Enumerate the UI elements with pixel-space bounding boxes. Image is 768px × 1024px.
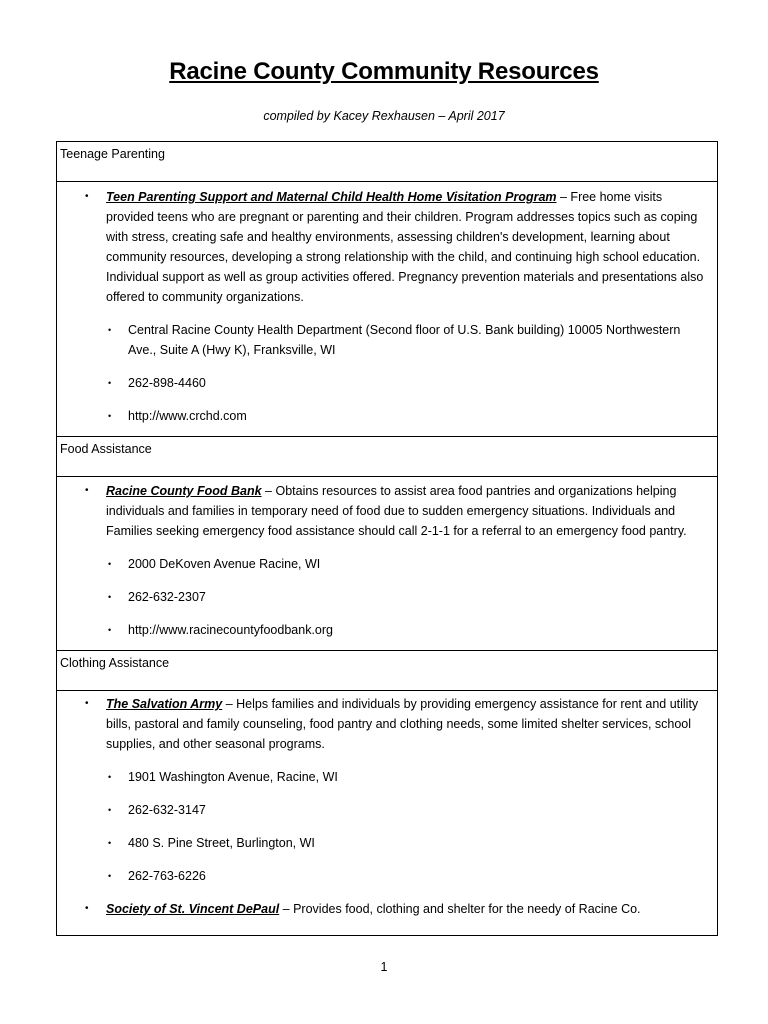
bullet-icon: •: [108, 378, 112, 388]
program-name: The Salvation Army: [106, 697, 223, 711]
detail-address: [106, 554, 711, 574]
bullet-icon: •: [108, 411, 112, 421]
detail-text: 2000 DeKoven Avenue Racine, WI: [128, 557, 321, 571]
program-name: Society of St. Vincent DePaul: [106, 902, 280, 916]
program-name: Teen Parenting Support and Maternal Child Health Home Visitation Program: [106, 190, 557, 204]
section-heading: Food Assistance: [60, 442, 152, 456]
detail-text: http://www.racinecountyfoodbank.org: [128, 623, 333, 637]
bullet-icon: •: [108, 871, 112, 881]
page-subtitle: compiled by Kacey Rexhausen – April 2017: [263, 109, 505, 123]
program-item: [57, 899, 711, 919]
section-header-row: [57, 651, 718, 691]
detail-phone: [106, 800, 711, 820]
section-heading: Teenage Parenting: [60, 147, 165, 161]
bullet-icon: •: [108, 592, 112, 602]
detail-text: http://www.crchd.com: [128, 409, 247, 423]
section-body-cell: [57, 691, 718, 936]
program-description: – Free home visits provided teens who are pregnant or parenting and their children. Program addresses topics such as coping with stress, creating safe and healthy environments, assessing children's development, learning about community resources, developing a strong relationship with the child, and continuing high school education. Individual support as well as group activities offered. Pregnancy prevention materials and presentations also offered to community organizations.: [106, 190, 704, 304]
detail-text: 262-632-2307: [128, 590, 206, 604]
program-description: – Obtains resources to assist area food pantries and organizations helping individuals and families in temporary need of food due to sudden emergency situations. Individuals and Families seeking emergency food assistance should call 2-1-1 for a referral to an emergency food pantry.: [106, 484, 687, 538]
bullet-icon: •: [108, 625, 112, 635]
section-header-row: [57, 142, 718, 182]
section-heading-cell: [57, 651, 718, 691]
resources-table: [56, 141, 718, 936]
section-header-row: [57, 437, 718, 477]
bullet-icon: •: [108, 838, 112, 848]
program-list: [57, 481, 711, 640]
program-name: Racine County Food Bank: [106, 484, 262, 498]
program-list: [57, 694, 711, 919]
section-heading: Clothing Assistance: [60, 656, 170, 670]
detail-text: 262-898-4460: [128, 376, 206, 390]
detail-list: [106, 554, 711, 640]
detail-text: 262-763-6226: [128, 869, 206, 883]
program-list: [57, 187, 711, 426]
section-body-row: [57, 691, 718, 936]
program-item: [57, 694, 711, 886]
detail-website: [106, 406, 711, 426]
section-body-cell: [57, 477, 718, 651]
detail-website: [106, 620, 711, 640]
bullet-icon: •: [85, 903, 89, 914]
program-description: – Provides food, clothing and shelter for the needy of Racine Co.: [279, 902, 641, 916]
page-number: 1: [380, 960, 388, 974]
detail-list: [106, 320, 711, 426]
bullet-icon: •: [108, 805, 112, 815]
bullet-icon: •: [108, 772, 112, 782]
program-item: [57, 187, 711, 426]
section-body-row: [57, 477, 718, 651]
detail-phone: [106, 373, 711, 393]
detail-phone: [106, 587, 711, 607]
section-body-cell: [57, 182, 718, 437]
bullet-icon: •: [108, 559, 112, 569]
page-title: Racine County Community Resources: [169, 58, 599, 85]
bullet-icon: •: [85, 191, 89, 202]
program-description: – Helps families and individuals by providing emergency assistance for rent and utility bills, pastoral and family counseling, food pantry and clothing needs, some limited shelter services, school supplies, and other seasonal programs.: [106, 697, 699, 751]
bullet-icon: •: [85, 485, 89, 496]
section-heading-cell: [57, 437, 718, 477]
detail-address: [106, 320, 711, 360]
bullet-icon: •: [85, 698, 89, 709]
detail-address: [106, 767, 711, 787]
detail-text: 262-632-3147: [128, 803, 206, 817]
detail-phone: [106, 866, 711, 886]
detail-text: Central Racine County Health Department (Second floor of U.S. Bank building) 10005 Northwestern Ave., Suite A (Hwy K), Franksville, WI: [128, 323, 681, 357]
bullet-icon: •: [108, 325, 112, 335]
detail-text: 1901 Washington Avenue, Racine, WI: [128, 770, 338, 784]
program-item: [57, 481, 711, 640]
section-body-row: [57, 182, 718, 437]
detail-address: [106, 833, 711, 853]
detail-list: [106, 767, 711, 886]
detail-text: 480 S. Pine Street, Burlington, WI: [128, 836, 315, 850]
section-heading-cell: [57, 142, 718, 182]
